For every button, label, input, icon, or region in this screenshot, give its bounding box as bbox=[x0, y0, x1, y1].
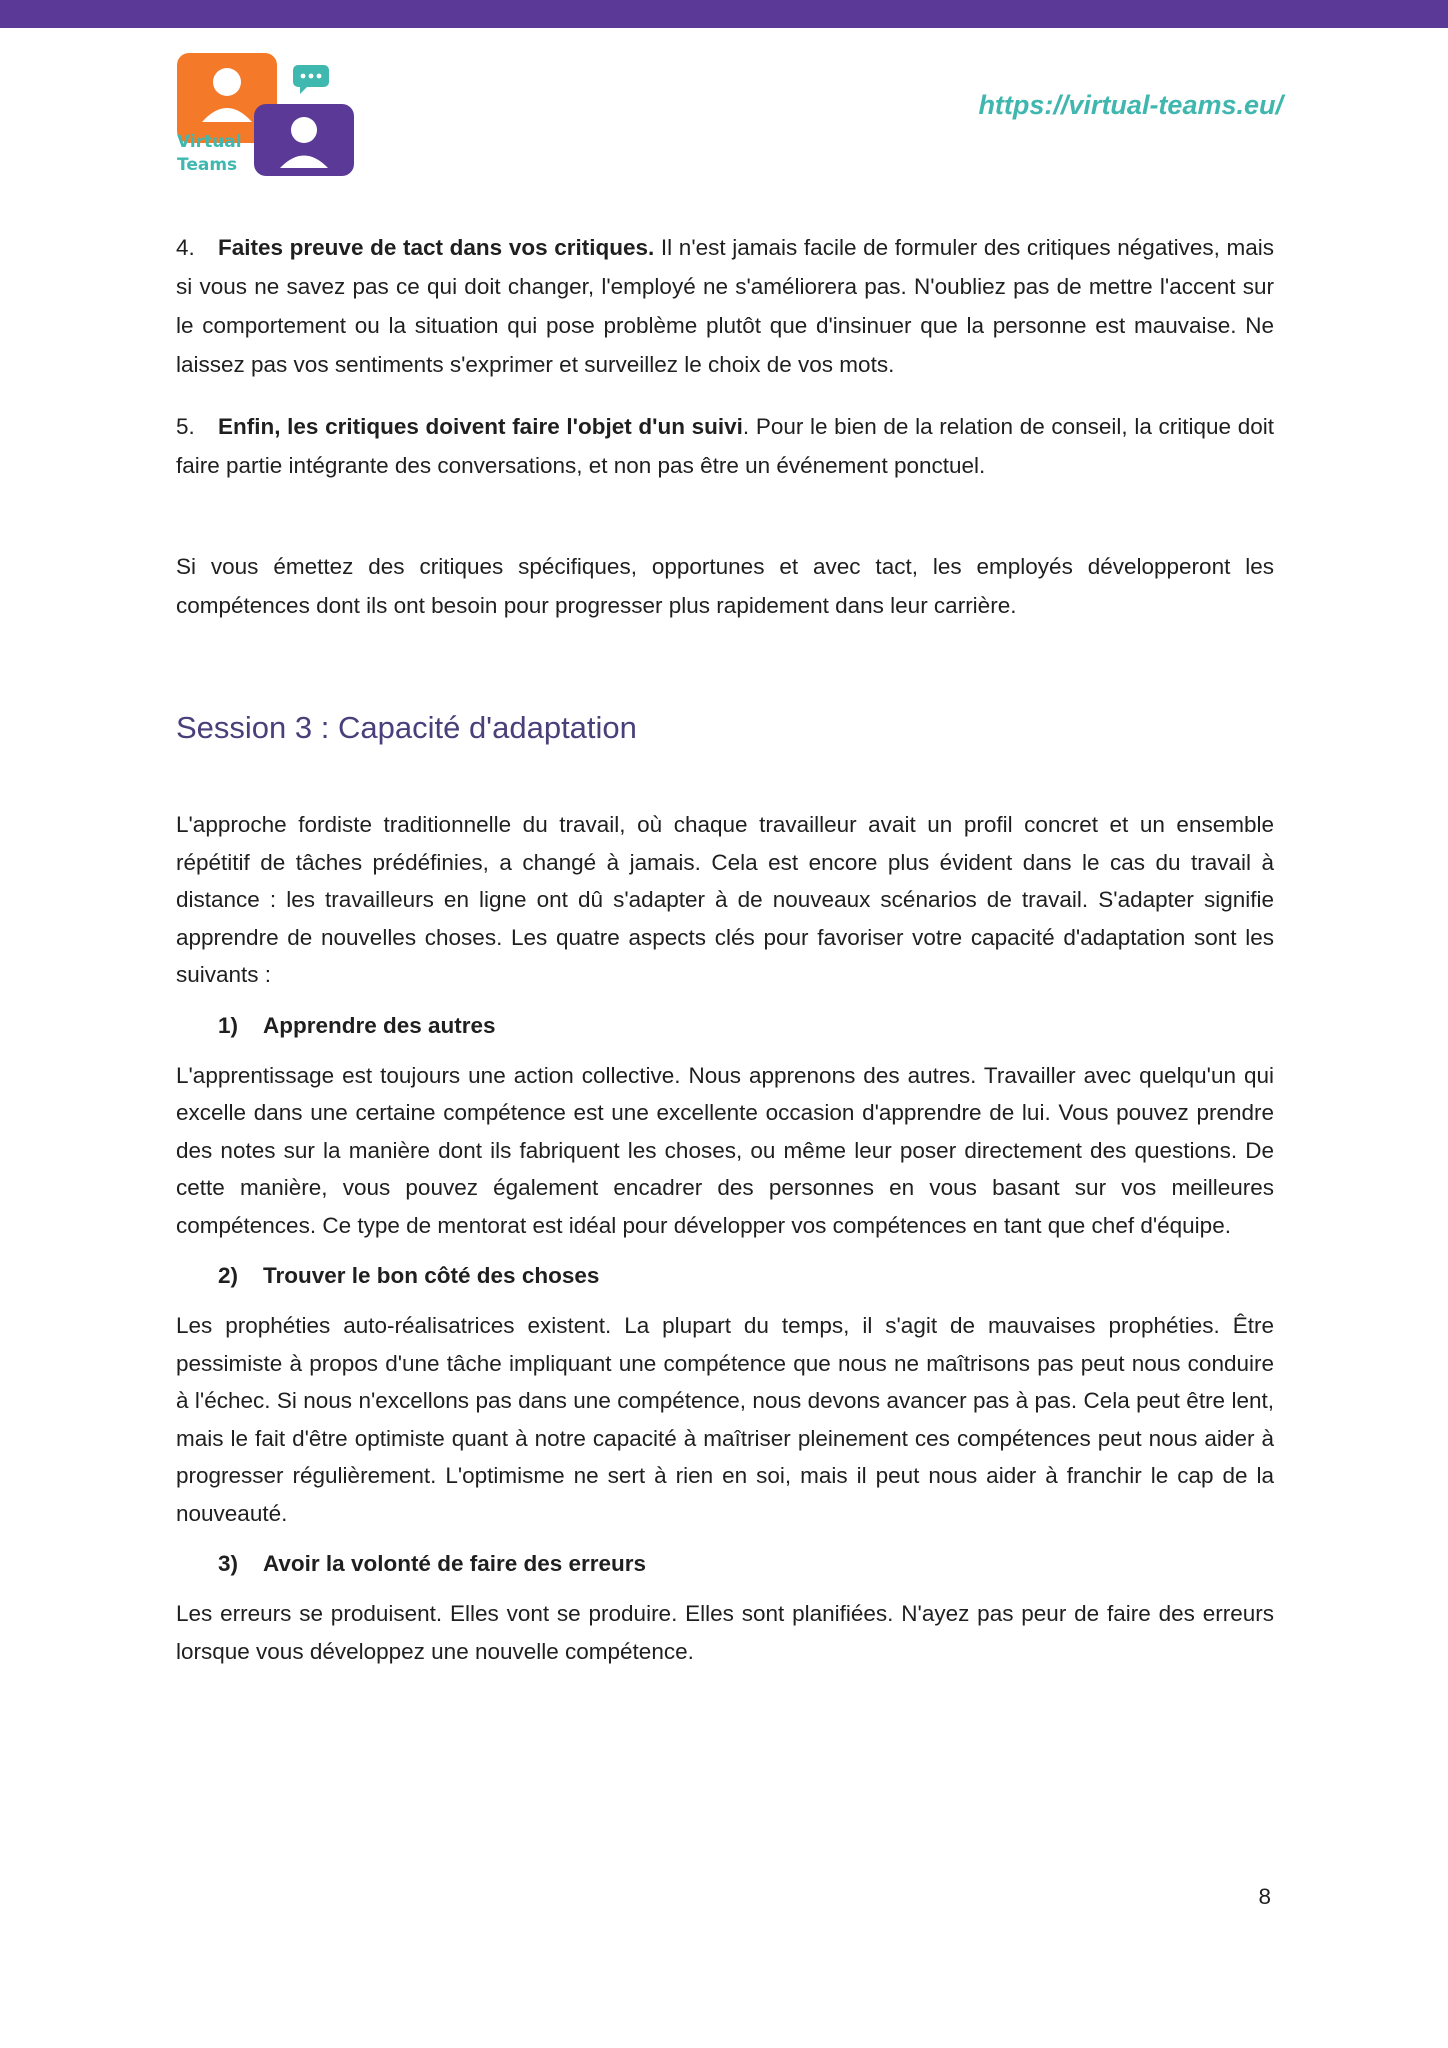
top-accent-bar bbox=[0, 0, 1448, 28]
virtual-teams-logo bbox=[172, 50, 362, 180]
section-heading-1 bbox=[218, 1007, 1274, 1044]
svg-text:Teams: Teams bbox=[177, 155, 238, 175]
section-number: 2) bbox=[218, 1263, 239, 1288]
section-body-2: Les prophéties auto-réalisatrices existent. La plupart du temps, il s'agit de mauvaises prophéties. Être pessimiste à propos d'une tâche impliquant une compétence que nous ne maîtrisons pas peut nous conduire à l'échec. Si nous n'excellons pas dans une compétence, nous devons avancer pas à pas. Cela peut être lent, mais le fait d'être optimiste quant à notre capacité à maîtriser pleinement ces compétences peut nous aider à progresser régulièrement. L'optimisme ne sert à rien en soi, mais il peut nous aider à franchir le cap de la nouveauté. bbox=[176, 1313, 1274, 1526]
list-item-4 bbox=[176, 228, 1274, 384]
section-number: 1) bbox=[218, 1012, 239, 1038]
page-content bbox=[176, 228, 1274, 1670]
conclusion-paragraph: Si vous émettez des critiques spécifiques, opportunes et avec tact, les employés développeront les compétences dont ils ont besoin pour progresser plus rapidement dans leur carrière. bbox=[176, 554, 1274, 618]
item-text: . Pour le bien de la relation de conseil, la critique doit faire partie intégrante des conversations, et non pas être un événement ponctuel. bbox=[176, 414, 1274, 478]
item-number: 5. bbox=[176, 414, 195, 439]
section-title: Trouver le bon côté des choses bbox=[263, 1263, 600, 1288]
item-bold-lead: Enfin, les critiques doivent faire l'objet d'un suivi bbox=[218, 414, 743, 439]
list-item-5 bbox=[176, 407, 1274, 485]
section-title: Apprendre des autres bbox=[263, 1012, 496, 1038]
session-body bbox=[176, 806, 1274, 1670]
section-heading-2 bbox=[218, 1257, 1274, 1294]
item-bold-lead: Faites preuve de tact dans vos critiques. bbox=[218, 235, 655, 260]
session-heading: Session 3 : Capacité d'adaptation bbox=[176, 710, 637, 745]
item-text: Il n'est jamais facile de formuler des critiques négatives, mais si vous ne savez pas ce qui doit changer, l'employé ne s'améliorera pas. N'oubliez pas de mettre l'accent sur le comportement ou la situation qui pose problème plutôt que d'insinuer que la personne est mauvaise. Ne laissez pas vos sentiments s'exprimer et surveillez le choix de vos mots. bbox=[176, 235, 1274, 377]
section-body-1: L'apprentissage est toujours une action collective. Nous apprenons des autres. Travailler avec quelqu'un qui excelle dans une certaine compétence est une excellente occasion d'apprendre de lui. Vous pouvez prendre des notes sur la manière dont ils fabriquent les choses, ou même leur poser directement des questions. De cette manière, vous pouvez également encadrer des personnes en vous basant sur vos meilleures compétences. Ce type de mentorat est idéal pour développer vos compétences en tant que chef d'équipe. bbox=[176, 1062, 1274, 1238]
site-url: https://virtual-teams.eu/ bbox=[978, 90, 1283, 120]
svg-text:Virtual: Virtual bbox=[177, 132, 242, 152]
item-number: 4. bbox=[176, 235, 195, 260]
section-body-3: Les erreurs se produisent. Elles vont se produire. Elles sont planifiées. N'ayez pas peur de faire des erreurs lorsque vous développez une nouvelle compétence. bbox=[176, 1601, 1274, 1664]
section-title: Avoir la volonté de faire des erreurs bbox=[263, 1551, 647, 1576]
session-intro: L'approche fordiste traditionnelle du travail, où chaque travailleur avait un profil concret et un ensemble répétitif de tâches prédéfinies, a changé à jamais. Cela est encore plus évident dans le cas du travail à distance : les travailleurs en ligne ont dû s'adapter à de nouveaux scénarios de travail. S'adapter signifie apprendre de nouvelles choses. Les quatre aspects clés pour favoriser votre capacité d'adaptation sont les suivants : bbox=[176, 812, 1274, 987]
section-heading-3 bbox=[218, 1545, 1274, 1582]
section-number: 3) bbox=[218, 1551, 239, 1576]
logo-graphic bbox=[172, 50, 362, 180]
page-number: 8 bbox=[1258, 1884, 1271, 1909]
